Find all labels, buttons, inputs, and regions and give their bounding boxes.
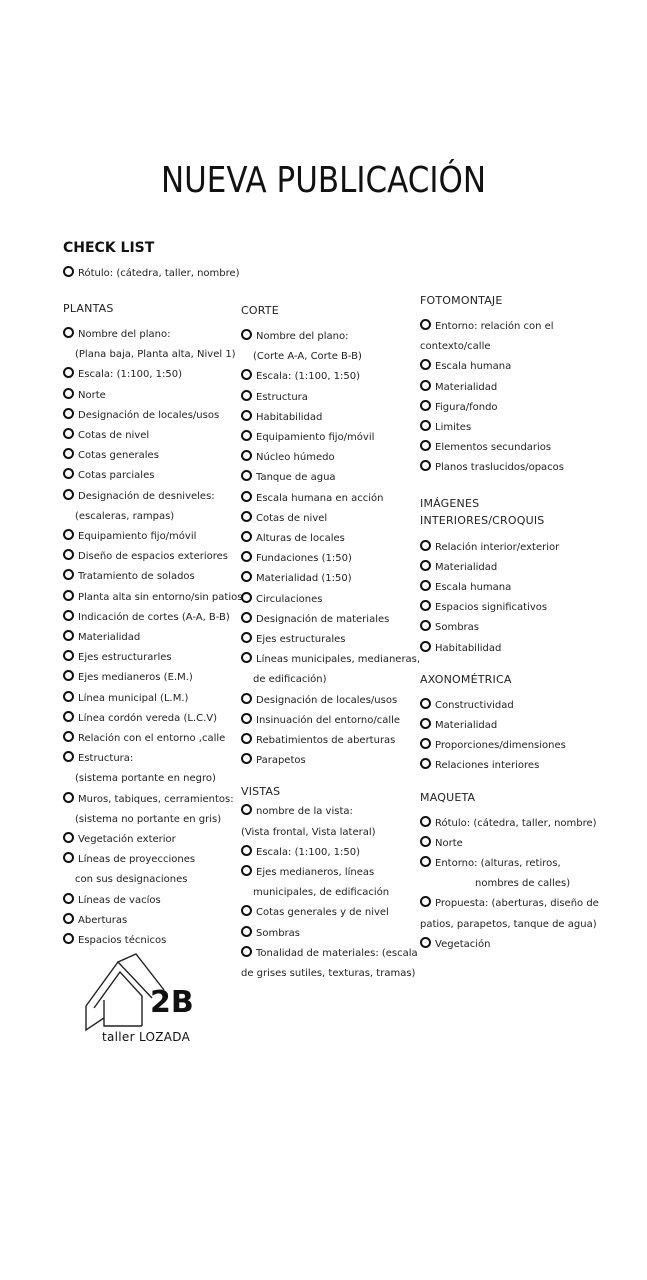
checklist-item-label: Equipamiento fijo/móvil <box>78 531 197 543</box>
circle-bullet-icon <box>420 718 431 729</box>
checklist-item <box>241 347 421 367</box>
corte-list <box>241 327 421 771</box>
page-title: NUEVA PUBLICACIÓN <box>160 160 487 201</box>
checklist-item <box>420 854 595 874</box>
checklist-item <box>241 751 421 771</box>
checklist-item <box>241 691 421 711</box>
circle-bullet-icon <box>63 549 74 560</box>
circle-bullet-icon <box>63 650 74 661</box>
circle-bullet-icon <box>420 580 431 591</box>
checklist-item-label: Ejes estructurarles <box>78 652 172 664</box>
checklist-item <box>63 891 243 911</box>
checklist-item-label: Habitabilidad <box>435 642 502 654</box>
checklist-item-label: Escala humana <box>435 361 512 373</box>
circle-bullet-icon <box>241 491 252 502</box>
axonometrica-title: AXONOMÉTRICA <box>420 672 512 686</box>
checklist-item <box>63 588 243 608</box>
circle-bullet-icon <box>63 428 74 439</box>
axonometrica-list <box>420 696 595 777</box>
circle-bullet-icon <box>241 551 252 562</box>
circle-bullet-icon <box>420 758 431 769</box>
checklist-item-label: de edificación) <box>253 674 327 686</box>
checklist-item-label: Relaciones interiores <box>435 760 540 772</box>
checklist-item-label: Designación de materiales <box>256 613 390 625</box>
checklist-item <box>420 337 595 357</box>
checklist-item <box>63 749 243 769</box>
checklist-item-label: Alturas de locales <box>256 533 345 545</box>
checklist-item-label: Materialidad <box>435 720 498 732</box>
checklist-item <box>63 628 243 648</box>
checklist-item-label: Ejes estructurales <box>256 634 346 646</box>
checklist-item <box>63 426 243 446</box>
checklist-item <box>241 843 421 863</box>
checklist-item-label: Escala: (1:100, 1:50) <box>78 369 183 381</box>
checklist-item-label: Materialidad <box>435 561 498 573</box>
circle-bullet-icon <box>63 893 74 904</box>
checklist-item <box>63 769 243 789</box>
circle-bullet-icon <box>241 430 252 441</box>
checklist-item-label: Ejes medianeros, líneas <box>256 867 375 879</box>
circle-bullet-icon <box>63 610 74 621</box>
checklist-item-label: Cotas parciales <box>78 470 155 482</box>
circle-bullet-icon <box>63 590 74 601</box>
logo-subtitle: taller LOZADA <box>102 1030 191 1044</box>
plantas-title: PLANTAS <box>63 302 114 315</box>
checklist-item-label: con sus designaciones <box>75 874 188 886</box>
checklist-item <box>63 911 243 931</box>
circle-bullet-icon <box>241 753 252 764</box>
checklist-item <box>63 709 243 729</box>
circle-bullet-icon <box>63 327 74 338</box>
imagenes-title-line2: INTERIORES/CROQUIS <box>420 513 545 527</box>
checklist-item-label: Línea municipal (L.M.) <box>78 692 189 704</box>
checklist-item-label: Propuesta: (aberturas, diseño de <box>435 898 599 910</box>
checklist-item <box>63 345 243 365</box>
checklist-item <box>420 736 595 756</box>
circle-bullet-icon <box>63 711 74 722</box>
imagenes-list <box>420 538 595 659</box>
checklist-item-label: Cotas de nivel <box>256 512 328 524</box>
circle-bullet-icon <box>63 691 74 702</box>
circle-bullet-icon <box>241 531 252 542</box>
checklist-item-label: Designación de locales/usos <box>78 409 220 421</box>
checklist-item <box>241 448 421 468</box>
circle-bullet-icon <box>63 913 74 924</box>
checklist-item-label: Figura/fondo <box>435 401 498 413</box>
checklist-item <box>420 357 595 377</box>
circle-bullet-icon <box>241 713 252 724</box>
checklist-item-label: patios, parapetos, tanque de agua) <box>420 918 597 930</box>
circle-bullet-icon <box>420 856 431 867</box>
checklist-item <box>241 569 421 589</box>
circle-bullet-icon <box>63 670 74 681</box>
checklist-item <box>241 590 421 610</box>
checklist-item <box>241 489 421 509</box>
circle-bullet-icon <box>63 388 74 399</box>
circle-bullet-icon <box>420 420 431 431</box>
vistas-list <box>241 802 421 984</box>
checklist-item-label: Diseño de espacios exteriores <box>78 551 229 563</box>
circle-bullet-icon <box>241 511 252 522</box>
logo-mark-text: 2B <box>150 985 194 1020</box>
checklist-item-label: Nombre del plano: <box>78 329 171 340</box>
circle-bullet-icon <box>241 329 252 340</box>
checklist-item <box>241 388 421 408</box>
checklist-item-label: Constructividad <box>435 699 514 711</box>
checklist-item-label: (Corte A-A, Corte B-B) <box>253 351 362 363</box>
circle-bullet-icon <box>63 468 74 479</box>
checklist-item-label: nombres de calles) <box>475 878 571 890</box>
checklist-item-label: (Vista frontal, Vista lateral) <box>241 826 376 838</box>
plantas-list <box>63 325 243 951</box>
circle-bullet-icon <box>241 410 252 421</box>
circle-bullet-icon <box>63 933 74 944</box>
checklist-item <box>241 367 421 387</box>
checklist-item-label: Proporciones/dimensiones <box>435 740 566 752</box>
checklist-item <box>63 850 243 870</box>
circle-bullet-icon <box>420 620 431 631</box>
checklist-item-label: Planta alta sin entorno/sin patios <box>78 591 243 603</box>
checklist-item <box>241 630 421 650</box>
checklist-item-label: Sombras <box>435 622 480 634</box>
checklist-item <box>420 874 595 894</box>
checklist-item <box>420 598 595 618</box>
circle-bullet-icon <box>241 571 252 582</box>
checklist-item <box>420 834 595 854</box>
checklist-item-label: Cotas generales <box>78 450 159 462</box>
checklist-item <box>420 935 595 955</box>
checklist-item <box>241 610 421 630</box>
checklist-item <box>241 924 421 944</box>
checklist-item-label: Tonalidad de materiales: (escala <box>256 947 418 959</box>
checklist-item <box>241 823 421 843</box>
checklist-item <box>241 468 421 488</box>
checklist-item <box>63 325 243 345</box>
checklist-item-label: Elementos secundarios <box>435 442 552 454</box>
checklist-item-label: Líneas de proyecciones <box>78 854 196 866</box>
checklist-item <box>420 558 595 578</box>
checklist-item-label: Vegetación <box>435 938 491 950</box>
checklist-item <box>63 406 243 426</box>
checklist-item <box>63 729 243 749</box>
circle-bullet-icon <box>420 440 431 451</box>
checklist-item-label: Relación interior/exterior <box>435 541 560 553</box>
circle-bullet-icon <box>241 804 252 815</box>
circle-bullet-icon <box>63 266 74 277</box>
checklist-item <box>241 944 421 964</box>
checklist-item <box>63 567 243 587</box>
checklist-item <box>420 378 595 398</box>
checklist-item <box>63 689 243 709</box>
circle-bullet-icon <box>241 693 252 704</box>
checklist-item <box>420 578 595 598</box>
checklist-item-label: Rebatimientos de aberturas <box>256 735 396 747</box>
circle-bullet-icon <box>63 529 74 540</box>
checklist-item <box>420 398 595 418</box>
checklist-item <box>420 418 595 438</box>
checklist-item-label: Relación con el entorno ,calle <box>78 733 226 745</box>
checklist-item <box>420 814 595 834</box>
checklist-item <box>420 618 595 638</box>
checklist-item-label: municipales, de edificación <box>253 887 390 899</box>
checklist-item-label: Habitabilidad <box>256 411 323 423</box>
checklist-item-label: (sistema portante en negro) <box>75 773 216 785</box>
checklist-item-label: Nombre del plano: <box>256 331 349 342</box>
circle-bullet-icon <box>241 632 252 643</box>
corte-column <box>241 304 421 984</box>
checklist-item-label: Equipamiento fijo/móvil <box>256 432 375 444</box>
circle-bullet-icon <box>241 592 252 603</box>
checklist-item <box>63 810 243 830</box>
checklist-item-label: Rótulo: (cátedra, taller, nombre) <box>435 817 597 829</box>
circle-bullet-icon <box>63 408 74 419</box>
circle-bullet-icon <box>420 937 431 948</box>
checklist-item <box>63 507 243 527</box>
checklist-item <box>63 527 243 547</box>
circle-bullet-icon <box>420 460 431 471</box>
corte-title: CORTE <box>241 304 279 317</box>
rotulo-label: Rótulo: (cátedra, taller, nombre) <box>78 268 240 279</box>
circle-bullet-icon <box>420 400 431 411</box>
checklist-item-label: Designación de locales/usos <box>256 694 398 706</box>
checklist-item <box>63 466 243 486</box>
checklist-item <box>420 639 595 659</box>
checklist-item <box>63 830 243 850</box>
checklist-item-label: Cotas generales y de nivel <box>256 907 389 919</box>
checklist-item <box>420 915 595 935</box>
imagenes-title-line1: IMÁGENES <box>420 496 480 510</box>
checklist-item <box>241 408 421 428</box>
checklist-item <box>63 648 243 668</box>
rotulo-item <box>63 264 240 284</box>
imagenes-title <box>420 495 595 529</box>
checklist-item <box>241 670 421 690</box>
checklist-item-label: Línea cordón vereda (L.C.V) <box>78 712 218 724</box>
checklist-item-label: Escala humana en acción <box>256 492 384 504</box>
circle-bullet-icon <box>241 450 252 461</box>
checklist-item <box>241 903 421 923</box>
right-column <box>420 294 599 955</box>
checklist-item <box>241 883 421 903</box>
checklist-item-label: Tratamiento de solados <box>78 571 195 583</box>
maqueta-list <box>420 814 599 955</box>
circle-bullet-icon <box>63 489 74 500</box>
circle-bullet-icon <box>63 792 74 803</box>
maqueta-title: MAQUETA <box>420 790 476 804</box>
checklist-item <box>63 487 243 507</box>
checklist-item <box>63 446 243 466</box>
circle-bullet-icon <box>420 600 431 611</box>
checklist-item-label: Sombras <box>256 927 301 939</box>
circle-bullet-icon <box>63 630 74 641</box>
circle-bullet-icon <box>420 641 431 652</box>
circle-bullet-icon <box>241 369 252 380</box>
checklist-heading: CHECK LIST <box>63 240 155 256</box>
checklist-item-label: Circulaciones <box>256 593 323 605</box>
checklist-item <box>241 964 421 984</box>
checklist-item-label: Escala: (1:100, 1:50) <box>256 846 361 858</box>
checklist-item-label: Norte <box>435 837 463 849</box>
checklist-item <box>241 327 421 347</box>
checklist-item <box>63 386 243 406</box>
circle-bullet-icon <box>420 380 431 391</box>
circle-bullet-icon <box>420 836 431 847</box>
checklist-item-label: Limites <box>435 422 472 434</box>
circle-bullet-icon <box>241 905 252 916</box>
checklist-item-label: Materialidad <box>78 632 141 644</box>
circle-bullet-icon <box>241 946 252 957</box>
circle-bullet-icon <box>420 359 431 370</box>
circle-bullet-icon <box>241 470 252 481</box>
checklist-item-label: Tanque de agua <box>256 472 336 484</box>
checklist-item-label: (sistema no portante en gris) <box>75 813 222 825</box>
circle-bullet-icon <box>420 738 431 749</box>
checklist-item-label: Norte <box>78 389 106 401</box>
checklist-item <box>241 509 421 529</box>
checklist-item <box>420 538 595 558</box>
checklist-item <box>241 863 421 883</box>
circle-bullet-icon <box>63 731 74 742</box>
checklist-item-label: Cotas de nivel <box>78 430 150 442</box>
circle-bullet-icon <box>241 926 252 937</box>
checklist-item-label: (Plana baja, Planta alta, Nivel 1) <box>75 349 236 361</box>
checklist-item-label: Insinuación del entorno/calle <box>256 714 401 726</box>
checklist-item <box>241 802 421 822</box>
vistas-title: VISTAS <box>241 785 281 799</box>
checklist-item-label: Muros, tabiques, cerramientos: <box>78 793 234 805</box>
circle-bullet-icon <box>241 733 252 744</box>
circle-bullet-icon <box>63 448 74 459</box>
checklist-item-label: Espacios técnicos <box>78 935 167 947</box>
checklist-item-label: Escala: (1:100, 1:50) <box>256 371 361 383</box>
checklist-item-label: contexto/calle <box>420 341 491 353</box>
circle-bullet-icon <box>420 896 431 907</box>
circle-bullet-icon <box>63 751 74 762</box>
checklist-item-label: (escaleras, rampas) <box>75 510 175 522</box>
checklist-item-label: Materialidad (1:50) <box>256 573 352 585</box>
checklist-item-label: Indicación de cortes (A-A, B-B) <box>78 611 230 623</box>
circle-bullet-icon <box>420 319 431 330</box>
checklist-item-label: Espacios significativos <box>435 602 548 614</box>
fotomontaje-title: FOTOMONTAJE <box>420 294 503 307</box>
checklist-item-label: Líneas de vacíos <box>78 894 161 906</box>
checklist-item-label: nombre de la vista: <box>256 806 353 818</box>
checklist-item <box>420 317 595 337</box>
checklist-item <box>63 668 243 688</box>
checklist-item-label: Aberturas <box>78 914 128 926</box>
circle-bullet-icon <box>420 560 431 571</box>
checklist-item <box>420 696 595 716</box>
checklist-item-label: de grises sutiles, texturas, tramas) <box>241 968 416 980</box>
checklist-item <box>241 529 421 549</box>
checklist-item <box>241 711 421 731</box>
plantas-column <box>63 302 243 951</box>
circle-bullet-icon <box>63 367 74 378</box>
circle-bullet-icon <box>241 865 252 876</box>
checklist-item-label: Escala humana <box>435 582 512 594</box>
checklist-item <box>420 756 595 776</box>
checklist-item-label: Parapetos <box>256 755 306 767</box>
checklist-item-label: Materialidad <box>435 381 498 393</box>
circle-bullet-icon <box>241 845 252 856</box>
checklist-item <box>241 731 421 751</box>
checklist-item <box>420 438 595 458</box>
checklist-item-label: Vegetación exterior <box>78 834 176 846</box>
checklist-item <box>241 549 421 569</box>
circle-bullet-icon <box>420 540 431 551</box>
circle-bullet-icon <box>241 612 252 623</box>
checklist-item <box>63 608 243 628</box>
checklist-item <box>420 458 595 478</box>
checklist-item <box>63 365 243 385</box>
circle-bullet-icon <box>63 852 74 863</box>
circle-bullet-icon <box>420 816 431 827</box>
checklist-item-label: Núcleo húmedo <box>256 452 335 464</box>
checklist-item-label: Entorno: (alturas, retiros, <box>435 858 561 870</box>
checklist-item-label: Designación de desniveles: <box>78 490 215 502</box>
checklist-item <box>241 428 421 448</box>
circle-bullet-icon <box>420 698 431 709</box>
checklist-item-label: Planos traslucidos/opacos <box>435 462 565 474</box>
circle-bullet-icon <box>63 569 74 580</box>
checklist-item <box>63 870 243 890</box>
checklist-item-label: Entorno: relación con el <box>435 321 554 332</box>
circle-bullet-icon <box>241 390 252 401</box>
checklist-item-label: Estructura <box>256 391 308 403</box>
circle-bullet-icon <box>241 652 252 663</box>
checklist-item <box>63 547 243 567</box>
checklist-item-label: Fundaciones (1:50) <box>256 553 352 565</box>
checklist-item <box>241 650 421 670</box>
checklist-item <box>420 716 595 736</box>
checklist-item <box>63 790 243 810</box>
checklist-item-label: Líneas municipales, medianeras, <box>256 654 421 666</box>
checklist-item-label: Estructura: <box>78 753 134 765</box>
checklist-item <box>420 894 599 914</box>
circle-bullet-icon <box>63 832 74 843</box>
fotomontaje-list <box>420 317 595 479</box>
checklist-item-label: Ejes medianeros (E.M.) <box>78 672 193 684</box>
